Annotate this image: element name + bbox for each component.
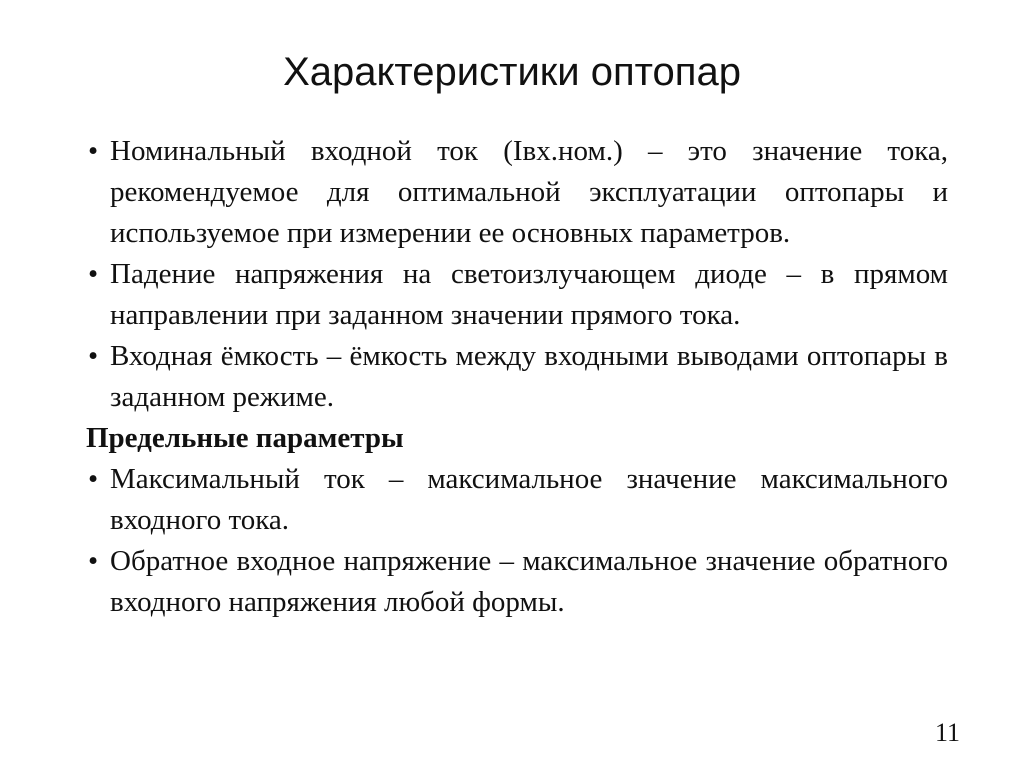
list-item-text: Максимальный ток – максимальное значение максимального входного тока. — [110, 463, 948, 536]
page-number: 11 — [934, 718, 960, 747]
list-item — [86, 459, 948, 541]
slide-body — [86, 131, 948, 623]
list-item-text: Обратное входное напряжение – максимальное значение обратного входного напряжения любой формы. — [110, 545, 948, 618]
list-item-text: Падение напряжения на светоизлучающем диоде – в прямом направлении при заданном значении прямого тока. — [110, 258, 948, 331]
list-item — [86, 541, 948, 623]
list-item — [86, 131, 948, 254]
list-item-text: Номинальный входной ток (Iвх.ном.) – это значение тока, рекомендуемое для оптимальной эксплуатации оптопары и используемое при измерении ее основных параметров. — [110, 135, 948, 249]
bullet-icon: • — [88, 258, 99, 290]
list-item-text: Входная ёмкость – ёмкость между входными выводами оптопары в заданном режиме. — [110, 340, 948, 413]
list-item — [86, 336, 948, 418]
bullet-icon: • — [88, 463, 99, 495]
bullet-icon: • — [88, 135, 99, 167]
slide-title: Характеристики оптопар — [283, 50, 741, 94]
bullet-icon: • — [88, 545, 99, 577]
list-item — [86, 254, 948, 336]
section-heading: Предельные параметры — [86, 422, 404, 454]
bullet-icon: • — [88, 340, 99, 372]
